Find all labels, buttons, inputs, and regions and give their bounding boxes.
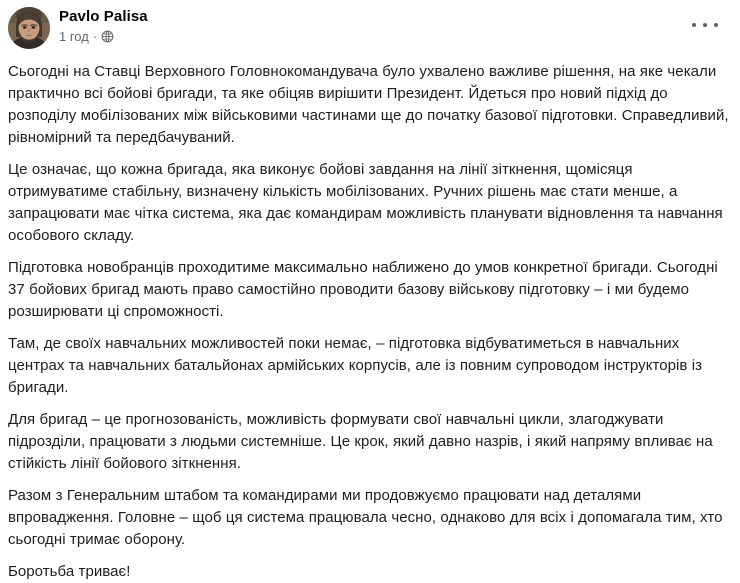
post-meta (59, 28, 148, 45)
post-header (0, 0, 740, 52)
post-body (0, 52, 740, 583)
post-paragraph: Там, де своїх навчальних можливостей поки немає, – підготовка відбуватиметься в навчальних центрах та навчальних батальйонах армійських корпусів, але із повним супроводом інструкторів із бригади. (8, 335, 703, 396)
post-paragraph: Для бригад – це прогнозованість, можливість формувати свої навчальні цикли, злагоджувати підрозділи, працювати з людьми системніше. Це крок, який давно назрів, і який напряму впливає на стійкість лінії бойового зіткнення. (8, 411, 713, 472)
post-paragraph: Підготовка новобранців проходитиме максимально наближено до умов конкретної бригади. Сьогодні 37 бойових бригад мають право самостійно проводити базову військову підготовку – і ми будемо розширювати ці спроможності. (8, 259, 718, 320)
post-paragraph: Разом з Генеральним штабом та командирами ми продовжуємо працювати над деталями впровадження. Головне – щоб ця система працювала чесно, однаково для всіх і допомагала тим, хто сьогодні тримає оборону. (8, 487, 723, 548)
ellipsis-dot (703, 23, 707, 27)
ellipsis-dot (714, 23, 718, 27)
meta-separator: · (92, 29, 98, 44)
author-name[interactable]: Pavlo Palisa (59, 8, 148, 25)
header-text-block (59, 6, 148, 45)
post-paragraph: Сьогодні на Ставці Верховного Головнокомандувача було ухвалено важливе рішення, на яке чекали практично всі бойові бригади, та яке обіцяв вирішити Президент. Йдеться про новий підхід до розподілу мобілізованих між військовими частинами ще до початку базової підготовки. Справедливий, рівномірний та передбачуваний. (8, 63, 729, 146)
ellipsis-dot (692, 23, 696, 27)
post-timestamp[interactable]: 1 год (59, 29, 89, 44)
post-paragraph: Це означає, що кожна бригада, яка виконує бойові завдання на лінії зіткнення, щомісяця отримуватиме стабільну, визначену кількість мобілізованих. Ручних рішень має стати менше, а запрацювати має чітка система, яка дає командирам можливість планувати відновлення та навчання особового складу. (8, 161, 723, 244)
avatar[interactable] (8, 7, 50, 49)
post-options-button[interactable] (692, 18, 718, 32)
post-paragraph: Боротьба триває! (8, 563, 131, 580)
globe-icon[interactable] (101, 30, 114, 43)
